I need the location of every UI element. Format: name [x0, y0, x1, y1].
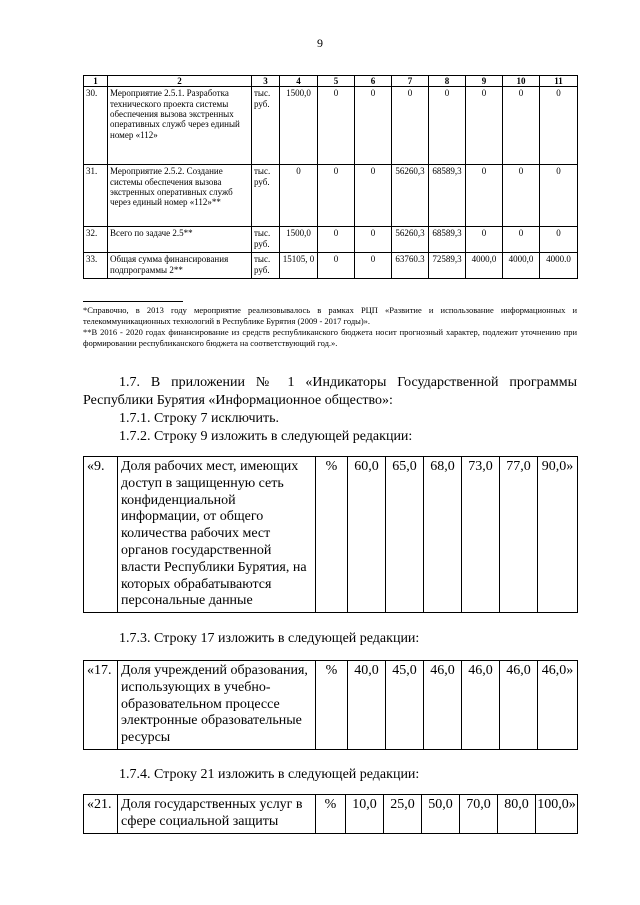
indicator-table-row21	[83, 794, 578, 834]
row-value: 56260,3	[392, 227, 429, 253]
header-cell: 3	[252, 76, 280, 87]
header-cell: 7	[392, 76, 429, 87]
header-cell: 5	[318, 76, 355, 87]
row-description: Общая сумма финансирования подпрограммы 2**	[108, 253, 252, 279]
row-value: 0	[355, 165, 392, 227]
row-number: «9.	[84, 457, 118, 613]
row-value: 1500,0	[280, 227, 318, 253]
header-cell: 8	[429, 76, 466, 87]
row-unit: тыс. руб.	[252, 253, 280, 279]
header-cell: 2	[108, 76, 252, 87]
row-value: 68589,3	[429, 165, 466, 227]
row-value: 46,0»	[538, 661, 578, 750]
row-value: 15105, 0	[280, 253, 318, 279]
row-value: 0	[466, 227, 503, 253]
row-value: 0	[503, 165, 540, 227]
section-item: 1.7.1. Строку 7 исключить.	[119, 411, 280, 426]
row-description: Мероприятие 2.5.2. Создание системы обеспечения вызова экстренных оперативных служб через единый номер «112»**	[108, 165, 252, 227]
row-description: Всего по задаче 2.5**	[108, 227, 252, 253]
row-number: «17.	[84, 661, 118, 750]
row-value: 46,0	[500, 661, 538, 750]
row-value: 46,0	[462, 661, 500, 750]
row-value: 68589,3	[429, 227, 466, 253]
row-unit: тыс. руб.	[252, 227, 280, 253]
row-description: Доля рабочих мест, имеющих доступ в защищенную сеть конфиденциальной информации, от общего количества рабочих мест органов государственной власти Республики Бурятия, на которых обрабатываются персональные данные	[118, 457, 316, 613]
row-number: 31.	[84, 165, 108, 227]
section-item: 1.7.4. Строку 21 изложить в следующей редакции:	[119, 767, 420, 782]
footnote-divider	[83, 301, 183, 302]
row-value: 0	[280, 165, 318, 227]
row-value: 100,0»	[536, 795, 578, 834]
row-value: 0	[318, 227, 355, 253]
row-value: 90,0»	[538, 457, 578, 613]
row-value: 50,0	[422, 795, 460, 834]
row-value: 0	[429, 87, 466, 165]
row-number: 33.	[84, 253, 108, 279]
row-unit: тыс. руб.	[252, 165, 280, 227]
table-row	[84, 795, 578, 834]
row-unit: %	[316, 661, 348, 750]
row-value: 10,0	[346, 795, 384, 834]
page-number: 9	[317, 36, 323, 50]
table-row	[84, 87, 578, 165]
row-value: 4000,0	[503, 253, 540, 279]
row-value: 25,0	[384, 795, 422, 834]
row-value: 56260,3	[392, 165, 429, 227]
row-value: 0	[355, 87, 392, 165]
footnotes	[83, 305, 577, 349]
indicator-table-row9	[83, 456, 578, 613]
row-number: 32.	[84, 227, 108, 253]
row-value: 72589,3	[429, 253, 466, 279]
indicator-table-row17	[83, 660, 578, 750]
header-cell: 1	[84, 76, 108, 87]
row-value: 77,0	[500, 457, 538, 613]
row-value: 0	[318, 165, 355, 227]
row-value: 68,0	[424, 457, 462, 613]
row-unit: тыс. руб.	[252, 87, 280, 165]
row-value: 65,0	[386, 457, 424, 613]
footnote: *Справочно, в 2013 году мероприятие реализовывалось в рамках РЦП «Развитие и использование информационных и телекоммуникационных технологий в Республике Бурятия (2009 - 2017 годы)».	[83, 305, 577, 326]
row-value: 0	[392, 87, 429, 165]
row-number: «21.	[84, 795, 118, 834]
row-value: 40,0	[348, 661, 386, 750]
row-value: 0	[318, 87, 355, 165]
row-value: 45,0	[386, 661, 424, 750]
row-value: 63760.3	[392, 253, 429, 279]
header-cell: 11	[540, 76, 578, 87]
section-item: 1.7.3. Строку 17 изложить в следующей редакции:	[119, 631, 420, 646]
table-row	[84, 457, 578, 613]
row-value: 0	[466, 87, 503, 165]
table-row	[84, 227, 578, 253]
row-unit: %	[316, 795, 346, 834]
row-value: 70,0	[460, 795, 498, 834]
table-row	[84, 253, 578, 279]
table-header-row	[84, 76, 578, 87]
row-value: 0	[318, 253, 355, 279]
row-value: 0	[540, 165, 578, 227]
footnote: **В 2016 - 2020 годах финансирование из средств республиканского бюджета носит прогнозный характер, подлежит уточнению при формировании республиканского бюджета на соответствующий год.».	[83, 326, 577, 348]
row-value: 0	[355, 253, 392, 279]
table-row	[84, 661, 578, 750]
row-value: 0	[466, 165, 503, 227]
section-item: 1.7.2. Строку 9 изложить в следующей редакции:	[119, 429, 413, 444]
row-description: Мероприятие 2.5.1. Разработка технического проекта системы обеспечения вызова экстренных оперативных служб через единый номер «112»	[108, 87, 252, 165]
section-heading: 1.7. В приложении № 1 «Индикаторы Государственной программы Республики Бурятия «Информационное общество»:	[83, 375, 577, 408]
row-value: 1500,0	[280, 87, 318, 165]
row-value: 0	[503, 87, 540, 165]
row-value: 4000.0	[540, 253, 578, 279]
header-cell: 9	[466, 76, 503, 87]
row-value: 0	[540, 227, 578, 253]
row-value: 0	[540, 87, 578, 165]
financing-table	[83, 75, 578, 279]
row-value: 80,0	[498, 795, 536, 834]
row-value: 0	[503, 227, 540, 253]
row-unit: %	[316, 457, 348, 613]
row-description: Доля государственных услуг в сфере социальной защиты	[118, 795, 316, 834]
row-value: 46,0	[424, 661, 462, 750]
header-cell: 10	[503, 76, 540, 87]
header-cell: 4	[280, 76, 318, 87]
row-number: 30.	[84, 87, 108, 165]
table-row	[84, 165, 578, 227]
row-value: 0	[355, 227, 392, 253]
row-value: 60,0	[348, 457, 386, 613]
row-value: 4000,0	[466, 253, 503, 279]
row-description: Доля учреждений образования, использующих в учебно-образовательном процессе электронные образовательные ресурсы	[118, 661, 316, 750]
row-value: 73,0	[462, 457, 500, 613]
header-cell: 6	[355, 76, 392, 87]
